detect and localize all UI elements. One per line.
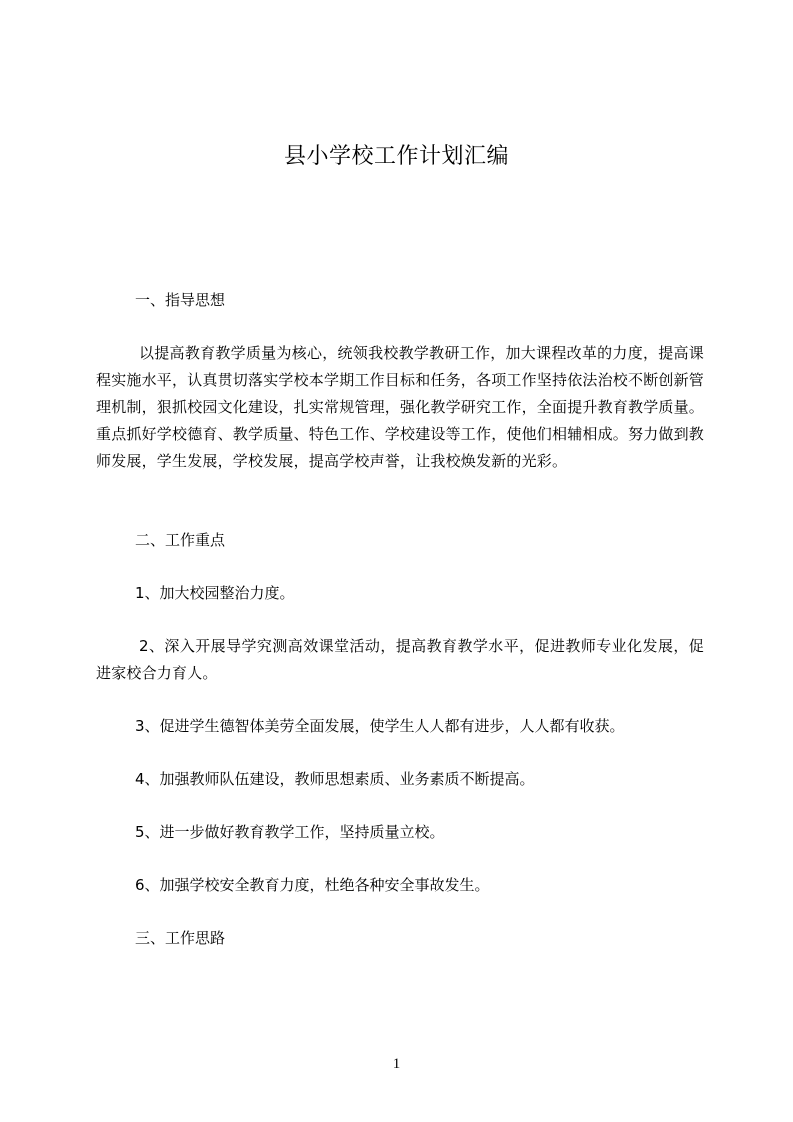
work-focus-item-6: 6、加强学校安全教育力度，杜绝各种安全事故发生。 xyxy=(135,876,490,894)
work-focus-item-2: 2、深入开展导学究测高效课堂活动，提高教育教学水平，促进教师专业化发展，促进家校合力育人。 xyxy=(96,637,704,682)
document-title: 县小学校工作计划汇编 xyxy=(283,144,509,169)
work-focus-item-4: 4、加强教师队伍建设，教师思想素质、业务素质不断提高。 xyxy=(135,770,535,788)
section-heading-guiding-ideology: 一、指导思想 xyxy=(135,291,226,309)
page-number: 1 xyxy=(392,1056,401,1072)
work-focus-item-5: 5、进一步做好教育教学工作，坚持质量立校。 xyxy=(135,823,445,841)
work-focus-item-1: 1、加大校园整治力度。 xyxy=(135,584,295,602)
guiding-ideology-paragraph: 以提高教育教学质量为核心，统领我校教学教研工作，加大课程改革的力度，提高课程实施水平，认真贯切落实学校本学期工作目标和任务，各项工作坚持依法治校不断创新管理机制，狠抓校园文化建设，扎实常规管理，强化教学研究工作，全面提升教育教学质量。重点抓好学校德育、教学质量、特色工作、学校建设等工作，使他们相辅相成。努力做到教师发展，学生发展，学校发展，提高学校声誉，让我校焕发新的光彩。 xyxy=(96,344,705,470)
section-heading-work-approach: 三、工作思路 xyxy=(135,929,226,947)
work-focus-item-3: 3、促进学生德智体美劳全面发展，使学生人人都有进步，人人都有收获。 xyxy=(135,717,625,735)
section-heading-work-focus: 二、工作重点 xyxy=(135,531,226,549)
